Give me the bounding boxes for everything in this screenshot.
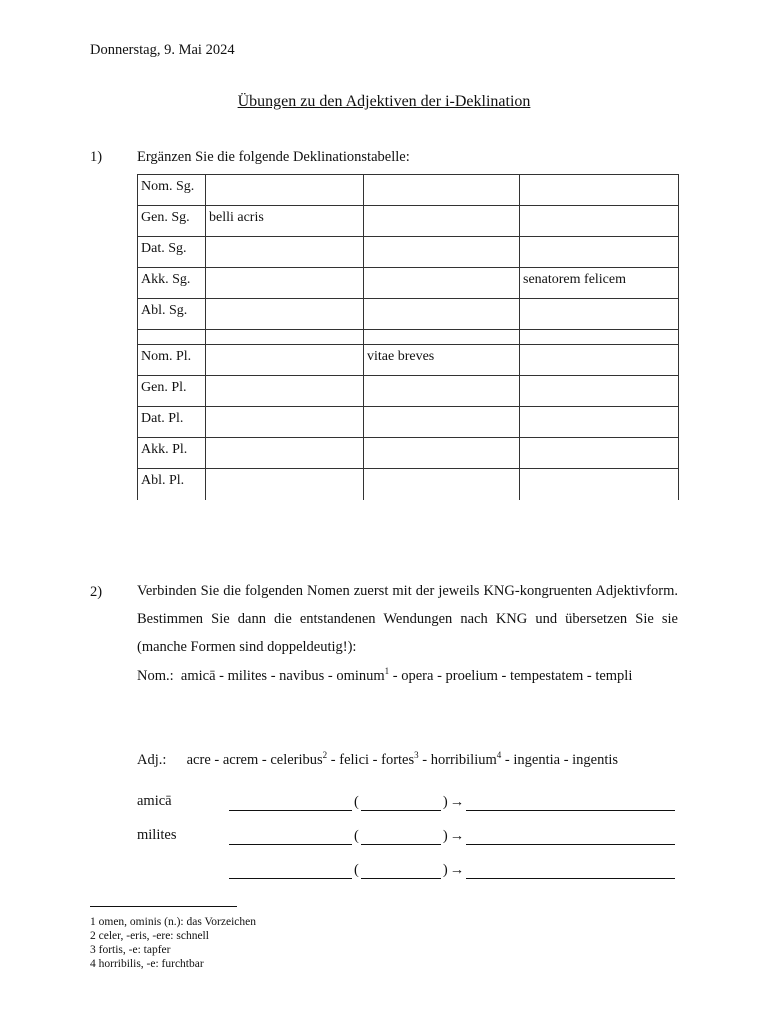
kng-blank[interactable]: [361, 796, 441, 811]
footnote-ref-1: 1: [384, 666, 390, 676]
nouns-line: [137, 666, 632, 685]
table-cell[interactable]: [520, 438, 679, 469]
adj-list-part: - horribilium: [418, 751, 497, 768]
adj-list-part: - ingentia - ingentis: [501, 751, 619, 768]
table-row: [138, 268, 679, 299]
table-row: [138, 438, 679, 469]
table-cell[interactable]: [520, 237, 679, 268]
table-cell[interactable]: [364, 299, 520, 330]
table-row: [138, 469, 679, 500]
close-paren: ): [442, 794, 448, 810]
table-cell[interactable]: [520, 299, 679, 330]
footnote-ref-3: 3: [414, 750, 419, 760]
table-cell[interactable]: vitae breves: [364, 345, 520, 376]
task2-instruction: Verbinden Sie die folgenden Nomen zuerst mit der jeweils KNG-kongruenten Adjektivform. Bestimmen Sie dann die entstandenen Wendungen nach KNG und übersetzen Sie sie (manche Formen sind doppeldeutig!):: [137, 583, 678, 655]
table-row: [138, 237, 679, 268]
page-title: Übungen zu den Adjektiven der i-Deklination: [237, 93, 531, 110]
table-row: [138, 175, 679, 206]
open-paren: (: [354, 862, 359, 878]
table-row: [138, 407, 679, 438]
table-cell[interactable]: [364, 206, 520, 237]
table-cell[interactable]: [206, 299, 364, 330]
arrow-icon: →: [449, 794, 465, 810]
table-cell[interactable]: [364, 330, 520, 345]
row-label: Gen. Pl.: [138, 376, 206, 407]
table-cell[interactable]: [520, 407, 679, 438]
table-cell[interactable]: [364, 438, 520, 469]
footnote-1: 1 omen, ominis (n.): das Vorzeichen: [90, 916, 256, 928]
adjective-blank[interactable]: [229, 796, 352, 811]
footnotes: [90, 915, 256, 971]
table-cell[interactable]: [520, 345, 679, 376]
adj-list-part: acre - acrem - celeribus: [186, 751, 323, 768]
footnote-ref-4: 4: [496, 750, 502, 760]
adjective-blank[interactable]: [229, 830, 352, 845]
table-cell[interactable]: [520, 376, 679, 407]
table-cell[interactable]: [520, 469, 679, 500]
table-cell[interactable]: [364, 237, 520, 268]
adjectives-line: [137, 750, 618, 769]
table-cell[interactable]: [520, 206, 679, 237]
table-cell[interactable]: [206, 469, 364, 500]
answer-noun: milites: [137, 827, 177, 843]
row-label: Nom. Sg.: [138, 175, 206, 206]
table-row: [138, 206, 679, 237]
nom-list-a: amicā - milites - navibus - ominum: [180, 667, 385, 684]
row-label: Dat. Sg.: [138, 237, 206, 268]
footnote-2: 2 celer, -eris, -ere: schnell: [90, 930, 209, 942]
table-row: [138, 299, 679, 330]
table-cell[interactable]: [206, 407, 364, 438]
kng-blank[interactable]: [361, 864, 441, 879]
answer-noun: amicā: [137, 793, 172, 809]
translation-blank[interactable]: [466, 864, 675, 879]
row-label: [138, 330, 206, 345]
translation-blank[interactable]: [466, 796, 675, 811]
kng-blank[interactable]: [361, 830, 441, 845]
table-cell[interactable]: [520, 175, 679, 206]
adjective-blank[interactable]: [229, 864, 352, 879]
row-label: Akk. Sg.: [138, 268, 206, 299]
task1-number: 1): [90, 149, 103, 165]
table-cell[interactable]: belli acris: [206, 206, 364, 237]
table-cell[interactable]: [206, 376, 364, 407]
table-cell[interactable]: [206, 330, 364, 345]
table-spacer-row: [138, 330, 679, 345]
table-cell[interactable]: [364, 268, 520, 299]
translation-blank[interactable]: [466, 830, 675, 845]
footnote-3: 3 fortis, -e: tapfer: [90, 944, 171, 956]
date: Donnerstag, 9. Mai 2024: [90, 42, 235, 58]
close-paren: ): [442, 828, 448, 844]
answer-row: [229, 793, 675, 811]
table-cell[interactable]: [520, 330, 679, 345]
open-paren: (: [354, 794, 359, 810]
answer-row: [229, 861, 675, 879]
table-cell[interactable]: [206, 268, 364, 299]
table-cell[interactable]: senatorem felicem: [520, 268, 679, 299]
table-cell[interactable]: [364, 376, 520, 407]
open-paren: (: [354, 828, 359, 844]
table-row: [138, 376, 679, 407]
footnote-4: 4 horribilis, -e: furchtbar: [90, 958, 204, 970]
row-label: Gen. Sg.: [138, 206, 206, 237]
adj-label: Adj.:: [137, 751, 167, 768]
arrow-icon: →: [449, 862, 465, 878]
nom-label: Nom.:: [137, 667, 174, 684]
table-row: [138, 345, 679, 376]
declension-table: [137, 174, 679, 500]
task1-instruction: Ergänzen Sie die folgende Deklinationstabelle:: [137, 149, 410, 165]
adj-list-part: - felici - fortes: [327, 751, 415, 768]
row-label: Abl. Pl.: [138, 469, 206, 500]
row-label: Nom. Pl.: [138, 345, 206, 376]
close-paren: ): [442, 862, 448, 878]
row-label: Abl. Sg.: [138, 299, 206, 330]
row-label: Dat. Pl.: [138, 407, 206, 438]
row-label: Akk. Pl.: [138, 438, 206, 469]
arrow-icon: →: [449, 828, 465, 844]
footnote-divider: [90, 906, 237, 907]
table-cell[interactable]: [206, 438, 364, 469]
table-cell[interactable]: [206, 345, 364, 376]
task2-number: 2): [90, 584, 103, 600]
nom-list-b: - opera - proelium - tempestatem - templi: [389, 667, 633, 684]
table-cell[interactable]: [364, 407, 520, 438]
table-cell[interactable]: [206, 237, 364, 268]
table-cell[interactable]: [364, 175, 520, 206]
table-cell[interactable]: [364, 469, 520, 500]
footnote-ref-2: 2: [322, 750, 328, 760]
table-cell[interactable]: [206, 175, 364, 206]
answer-row: [229, 827, 675, 845]
